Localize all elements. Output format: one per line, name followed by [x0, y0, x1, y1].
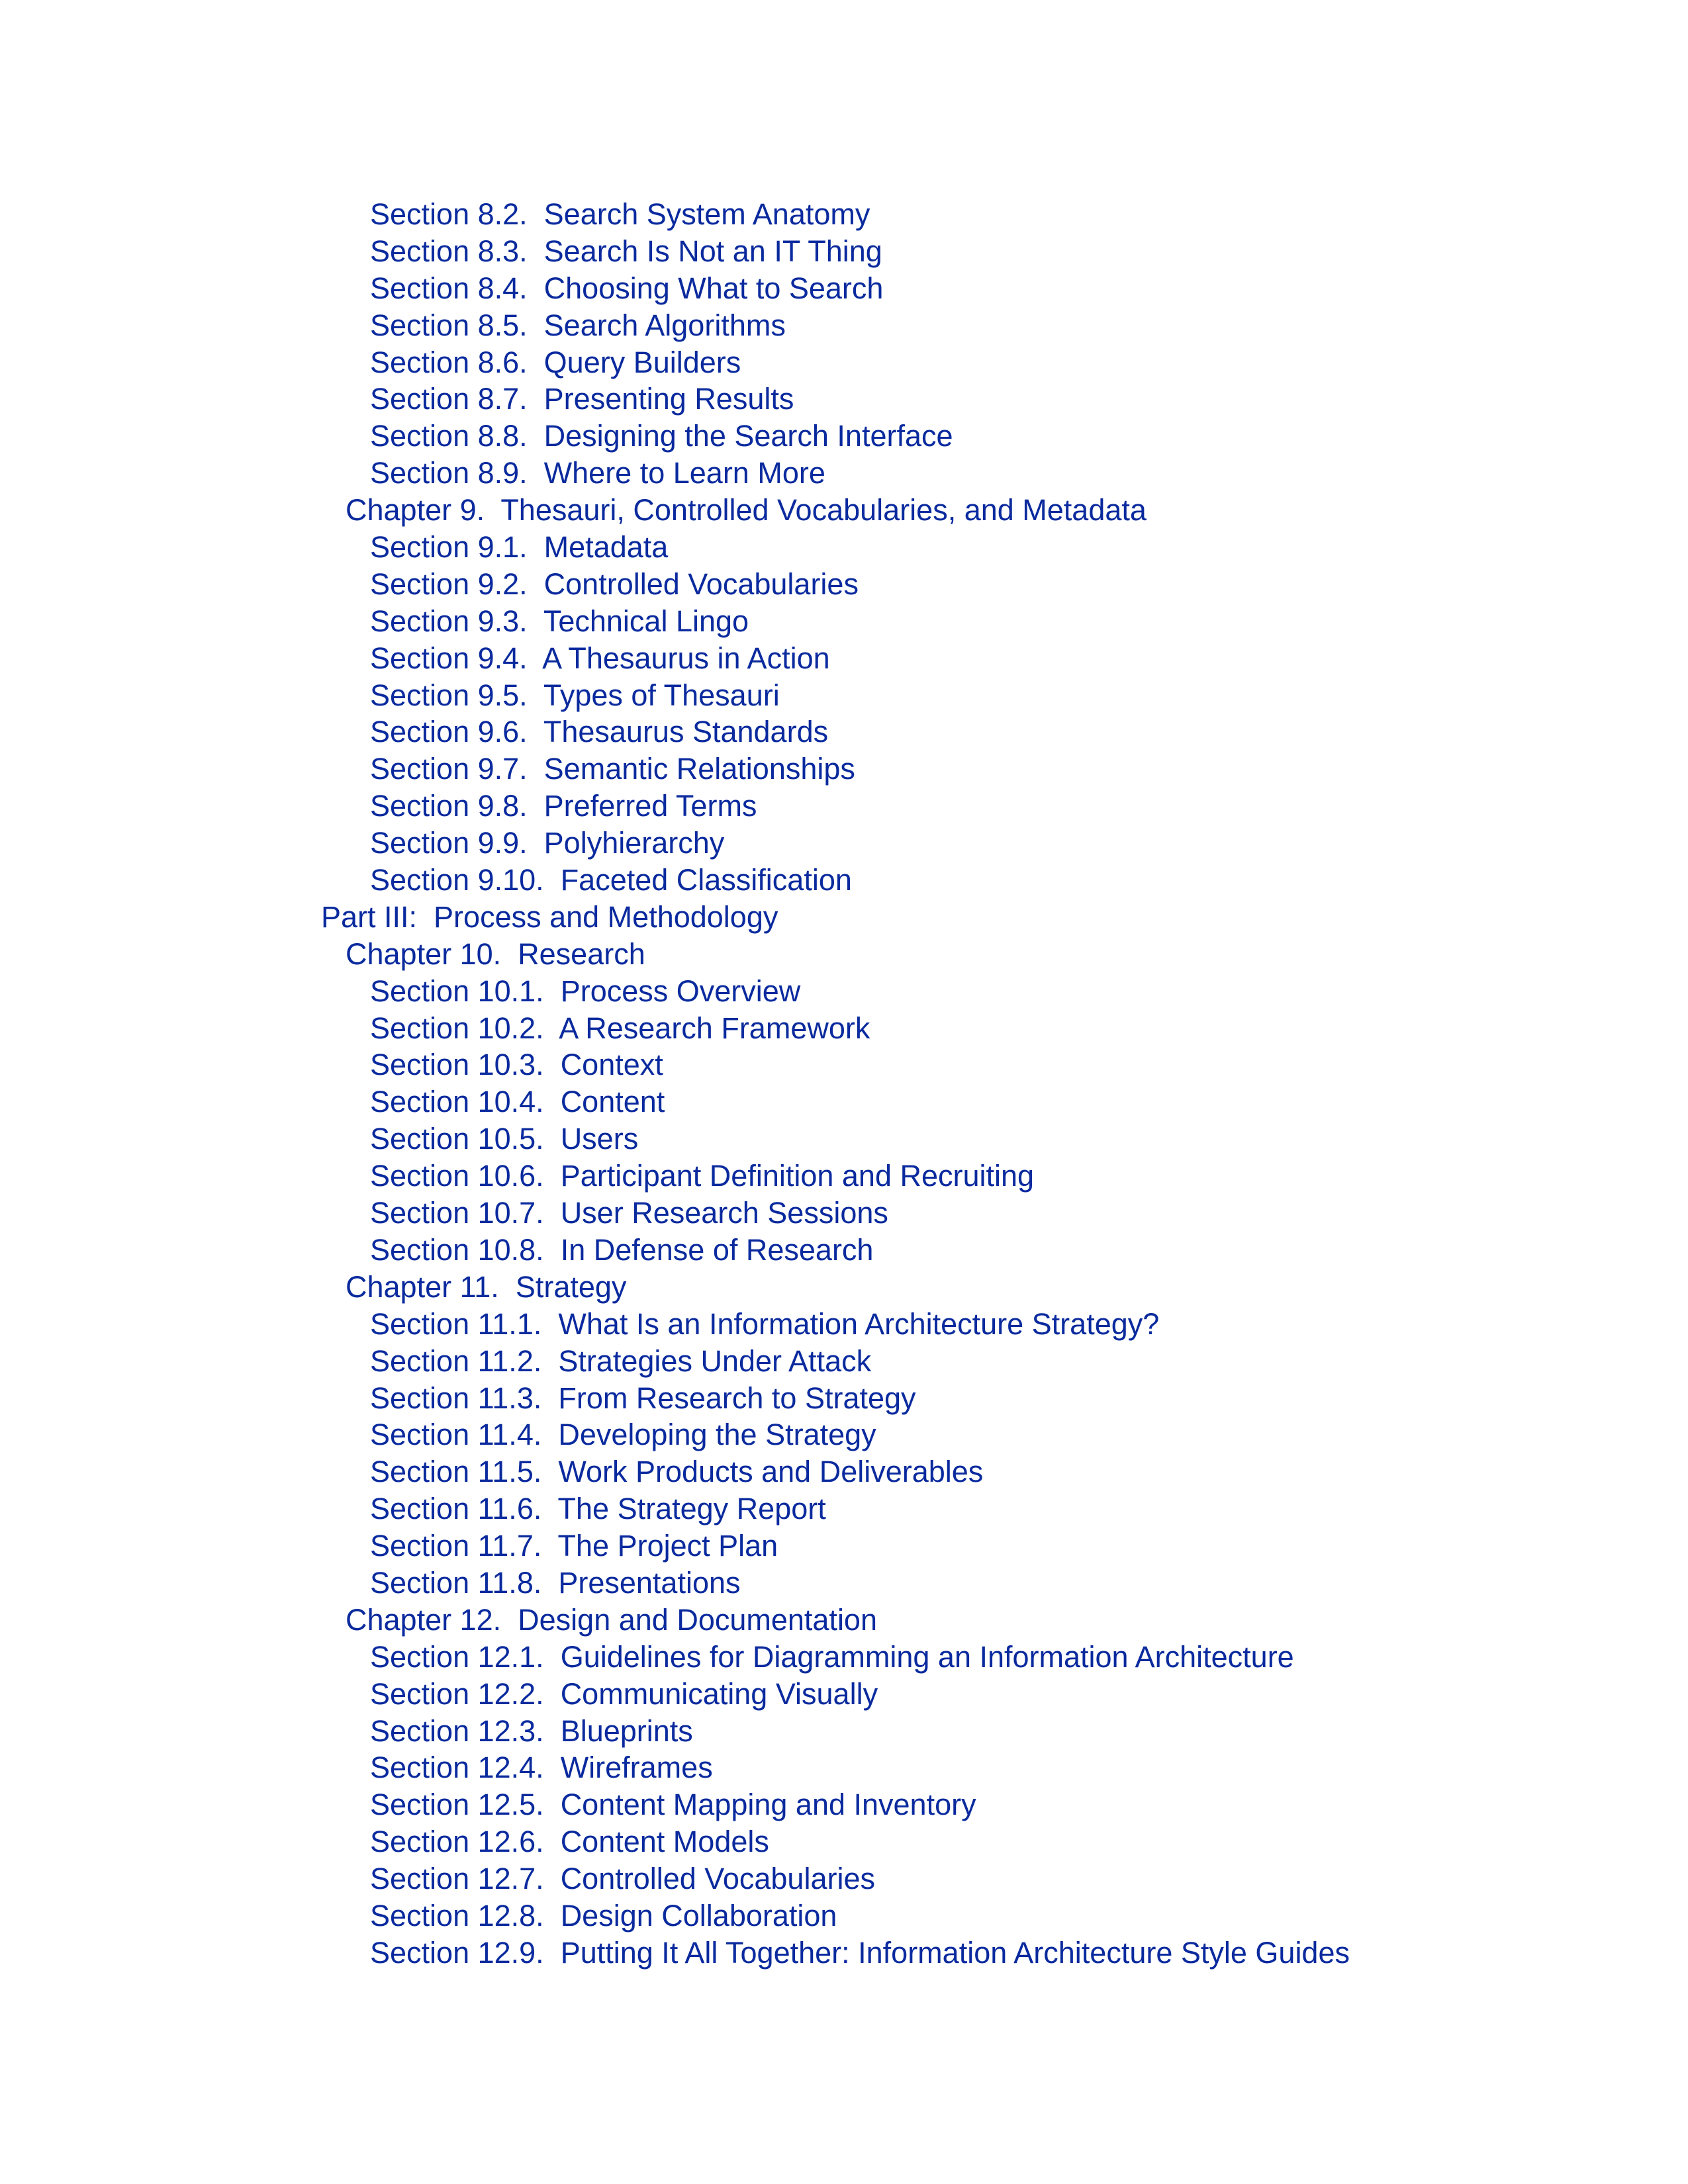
toc-section-link[interactable]: Section 8.4. Choosing What to Search — [370, 271, 884, 305]
toc-section-link[interactable]: Section 12.9. Putting It All Together: Information Architecture Style Guides — [370, 1935, 1350, 1970]
toc-section-link[interactable]: Section 8.6. Query Builders — [370, 345, 741, 379]
toc-section-link[interactable]: Section 8.8. Designing the Search Interface — [370, 419, 953, 453]
toc-chapter-link[interactable]: Chapter 11. Strategy — [346, 1269, 627, 1304]
toc-chapter-link[interactable]: Chapter 9. Thesauri, Controlled Vocabularies, and Metadata — [346, 493, 1147, 527]
toc-section-link[interactable]: Section 10.2. A Research Framework — [370, 1011, 870, 1045]
toc-section-link[interactable]: Section 8.2. Search System Anatomy — [370, 197, 870, 231]
toc-section-link[interactable]: Section 12.3. Blueprints — [370, 1713, 693, 1748]
toc-section-link[interactable]: Section 11.6. The Strategy Report — [370, 1492, 826, 1526]
toc-section-link[interactable]: Section 12.6. Content Models — [370, 1825, 769, 1859]
toc-section-link[interactable]: Section 12.4. Wireframes — [370, 1751, 713, 1785]
toc-section-link[interactable]: Section 9.10. Faceted Classification — [370, 863, 852, 897]
toc-section-link[interactable]: Section 11.2. Strategies Under Attack — [370, 1343, 872, 1378]
toc-section-link[interactable]: Section 11.5. Work Products and Deliverables — [370, 1455, 984, 1489]
toc-section-link[interactable]: Section 10.5. Users — [370, 1122, 639, 1156]
toc-section-link[interactable]: Section 11.1. What Is an Information Architecture Strategy? — [370, 1306, 1160, 1341]
toc-section-link[interactable]: Section 9.7. Semantic Relationships — [370, 752, 855, 786]
toc-section-link[interactable]: Section 9.1. Metadata — [370, 530, 669, 565]
toc-section-link[interactable]: Section 11.8. Presentations — [370, 1565, 741, 1600]
toc-section-link[interactable]: Section 12.1. Guidelines for Diagramming an Information Architecture — [370, 1639, 1294, 1674]
toc-chapter-link[interactable]: Chapter 12. Design and Documentation — [346, 1602, 877, 1637]
toc-section-link[interactable]: Section 10.6. Participant Definition and Recruiting — [370, 1159, 1035, 1193]
toc-section-link[interactable]: Section 12.7. Controlled Vocabularies — [370, 1862, 875, 1896]
toc-section-link[interactable]: Section 11.4. Developing the Strategy — [370, 1418, 876, 1452]
toc-section-link[interactable]: Section 9.4. A Thesaurus in Action — [370, 641, 830, 675]
toc-section-link[interactable]: Section 9.2. Controlled Vocabularies — [370, 567, 859, 601]
toc-section-link[interactable]: Section 9.5. Types of Thesauri — [370, 678, 780, 712]
toc-section-link[interactable]: Section 12.5. Content Mapping and Inventory — [370, 1788, 976, 1822]
toc-section-link[interactable]: Section 10.7. User Research Sessions — [370, 1196, 888, 1230]
toc-section-link[interactable]: Section 12.8. Design Collaboration — [370, 1898, 837, 1933]
toc-section-link[interactable]: Section 10.3. Context — [370, 1048, 663, 1082]
table-of-contents — [0, 196, 1688, 1972]
toc-section-link[interactable]: Section 8.3. Search Is Not an IT Thing — [370, 234, 882, 268]
toc-section-link[interactable]: Section 8.7. Presenting Results — [370, 382, 794, 416]
toc-section-link[interactable]: Section 8.5. Search Algorithms — [370, 308, 786, 342]
toc-section-link[interactable]: Section 10.4. Content — [370, 1085, 665, 1119]
toc-section-link[interactable]: Section 11.3. From Research to Strategy — [370, 1381, 916, 1415]
toc-section-link[interactable]: Section 8.9. Where to Learn More — [370, 456, 825, 490]
toc-section-link[interactable]: Section 9.8. Preferred Terms — [370, 789, 757, 823]
toc-section-link[interactable]: Section 12.2. Communicating Visually — [370, 1676, 878, 1711]
toc-section-link[interactable]: Section 9.6. Thesaurus Standards — [370, 715, 829, 749]
toc-part-link[interactable]: Part III: Process and Methodology — [321, 899, 778, 934]
toc-section-link[interactable]: Section 9.9. Polyhierarchy — [370, 826, 725, 860]
toc-section-link[interactable]: Section 11.7. The Project Plan — [370, 1529, 778, 1563]
toc-section-link[interactable]: Section 10.1. Process Overview — [370, 974, 801, 1008]
toc-section-link[interactable]: Section 9.3. Technical Lingo — [370, 604, 749, 638]
toc-chapter-link[interactable]: Chapter 10. Research — [346, 936, 645, 971]
toc-section-link[interactable]: Section 10.8. In Defense of Research — [370, 1232, 874, 1267]
